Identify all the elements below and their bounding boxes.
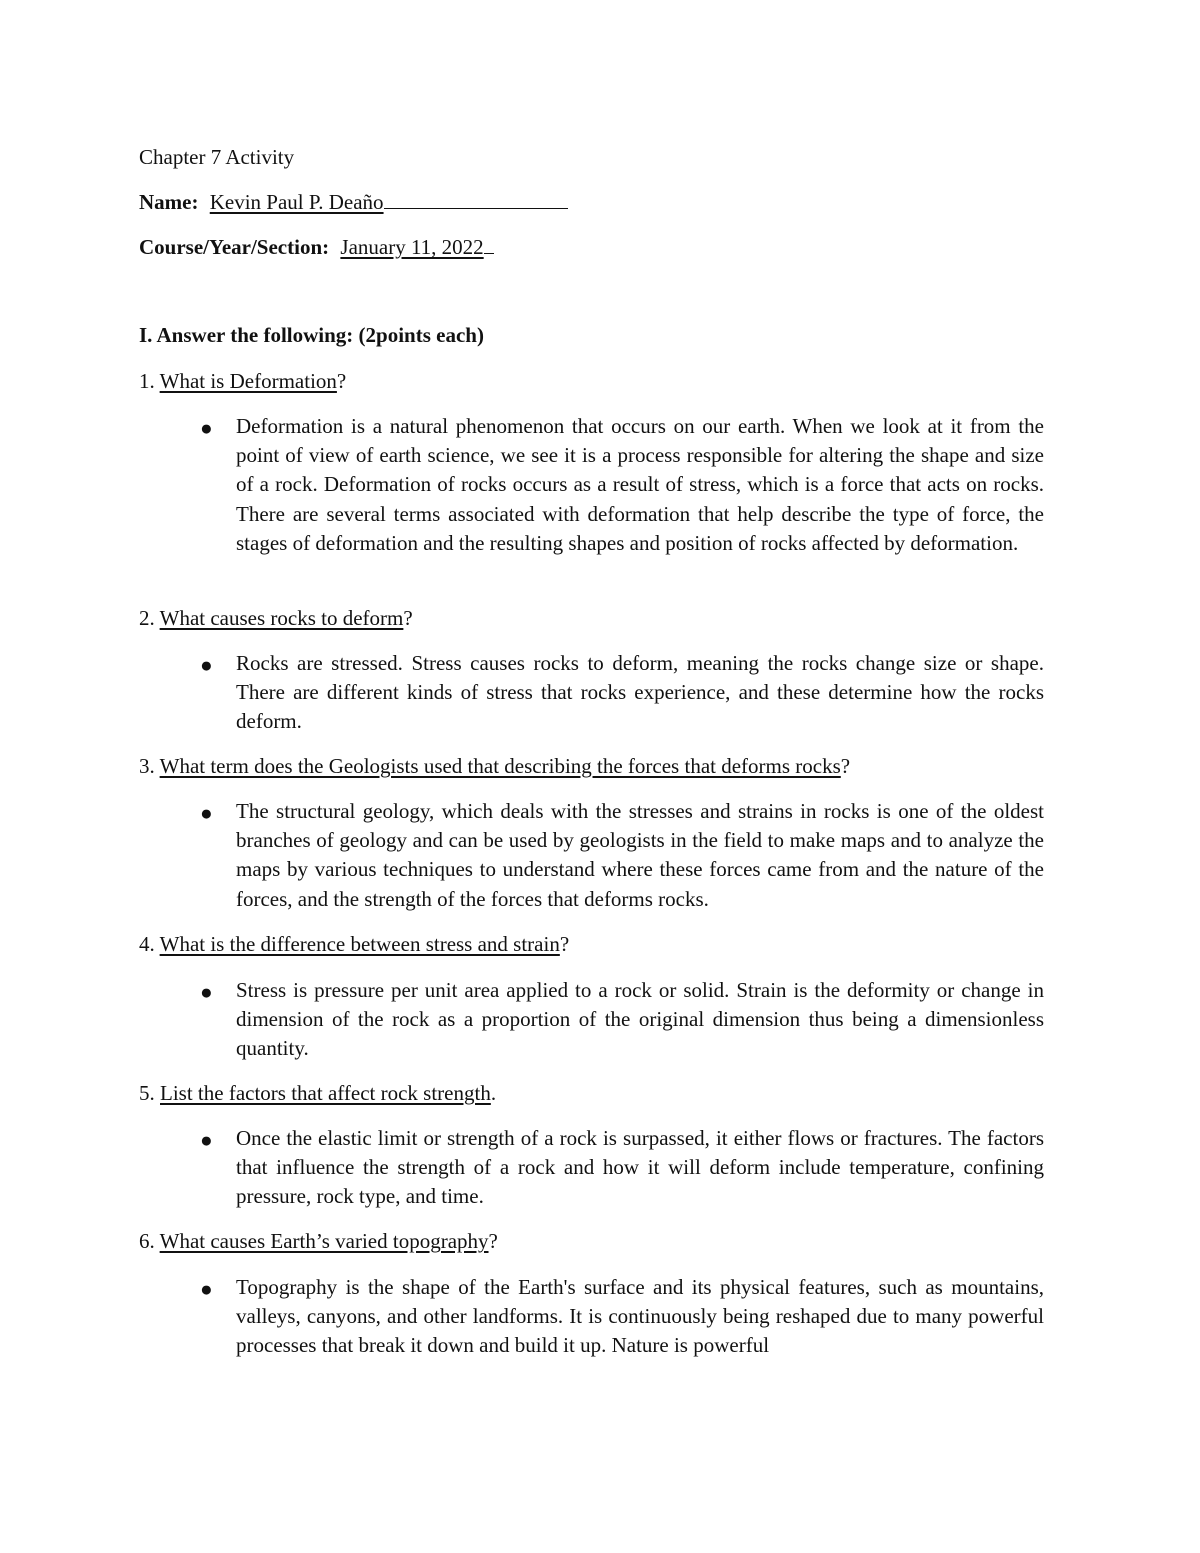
question-suffix: ? [559, 932, 570, 956]
question-text: What causes Earth’s varied topography [159, 1229, 489, 1253]
question-suffix: . [490, 1081, 497, 1105]
question-number: 4. [139, 932, 155, 956]
name-row [139, 190, 568, 214]
answer-text: The structural geology, which deals with the stresses and strains in rocks is one of the oldest branches of geology and can be used by geologists in the field to make maps and to analyze the maps by various techniques to understand where these forces came from and the nature of the forces, and the strength of the forces that deforms rocks. [236, 799, 1044, 911]
question-number: 1. [139, 369, 155, 393]
name-blank-line [384, 190, 568, 209]
question-suffix: ? [336, 369, 347, 393]
name-label: Name: [139, 190, 199, 214]
question-text: What term does the Geologists used that describing the forces that deforms rocks [159, 754, 841, 778]
question-number: 5. [139, 1081, 155, 1105]
section-heading: I. Answer the following: (2points each) [139, 323, 484, 347]
question-number: 6. [139, 1229, 155, 1253]
bullet-icon: ● [200, 653, 213, 677]
question-text: What causes rocks to deform [159, 606, 404, 630]
bullet-icon: ● [200, 801, 213, 825]
course-row [139, 235, 494, 259]
question-number: 2. [139, 606, 155, 630]
question-5 [139, 1081, 496, 1105]
answer-text: Once the elastic limit or strength of a rock is surpassed, it either flows or fractures. The factors that influence the strength of a rock and how it will deform include temperature, confining pressure, rock type, and time. [236, 1126, 1044, 1209]
question-6 [139, 1229, 498, 1253]
question-text: List the factors that affect rock strength [160, 1081, 491, 1105]
question-suffix: ? [403, 606, 413, 630]
bullet-icon: ● [200, 416, 213, 440]
course-blank-line [484, 235, 494, 254]
question-number: 3. [139, 754, 155, 778]
question-3 [139, 754, 850, 778]
question-4 [139, 932, 569, 956]
bullet-icon: ● [200, 980, 213, 1004]
question-suffix: ? [488, 1229, 498, 1253]
document-title: Chapter 7 Activity [139, 145, 295, 169]
answer-text: Rocks are stressed. Stress causes rocks to deform, meaning the rocks change size or shape. There are different kinds of stress that rocks experience, and these determine how the rocks deform. [236, 651, 1044, 734]
answer-text: Topography is the shape of the Earth's surface and its physical features, such as mountains, valleys, canyons, and other landforms. It is continuously being reshaped due to many powerful processes that break it down and build it up. Nature is powerful [236, 1275, 1044, 1358]
name-value: Kevin Paul P. Deaño [209, 190, 384, 214]
question-text: What is Deformation [159, 369, 337, 393]
question-2 [139, 606, 413, 630]
course-label: Course/Year/Section: [139, 235, 330, 259]
question-1 [139, 369, 346, 393]
course-value: January 11, 2022 [340, 235, 484, 259]
question-suffix: ? [840, 754, 851, 778]
bullet-icon: ● [200, 1128, 213, 1152]
answer-text: Stress is pressure per unit area applied to a rock or solid. Strain is the deformity or change in dimension of the rock as a proportion of the original dimension thus being a dimensionless quantity. [236, 978, 1044, 1061]
answer-text: Deformation is a natural phenomenon that occurs on our earth. When we look at it from the point of view of earth science, we see it is a process responsible for altering the shape and size of a rock. Deformation of rocks occurs as a result of stress, which is a force that acts on rocks. There are several terms associated with deformation that help describe the type of force, the stages of deformation and the resulting shapes and position of rocks affected by deformation. [236, 414, 1044, 555]
question-text: What is the difference between stress and strain [159, 932, 560, 956]
bullet-icon: ● [200, 1277, 213, 1301]
